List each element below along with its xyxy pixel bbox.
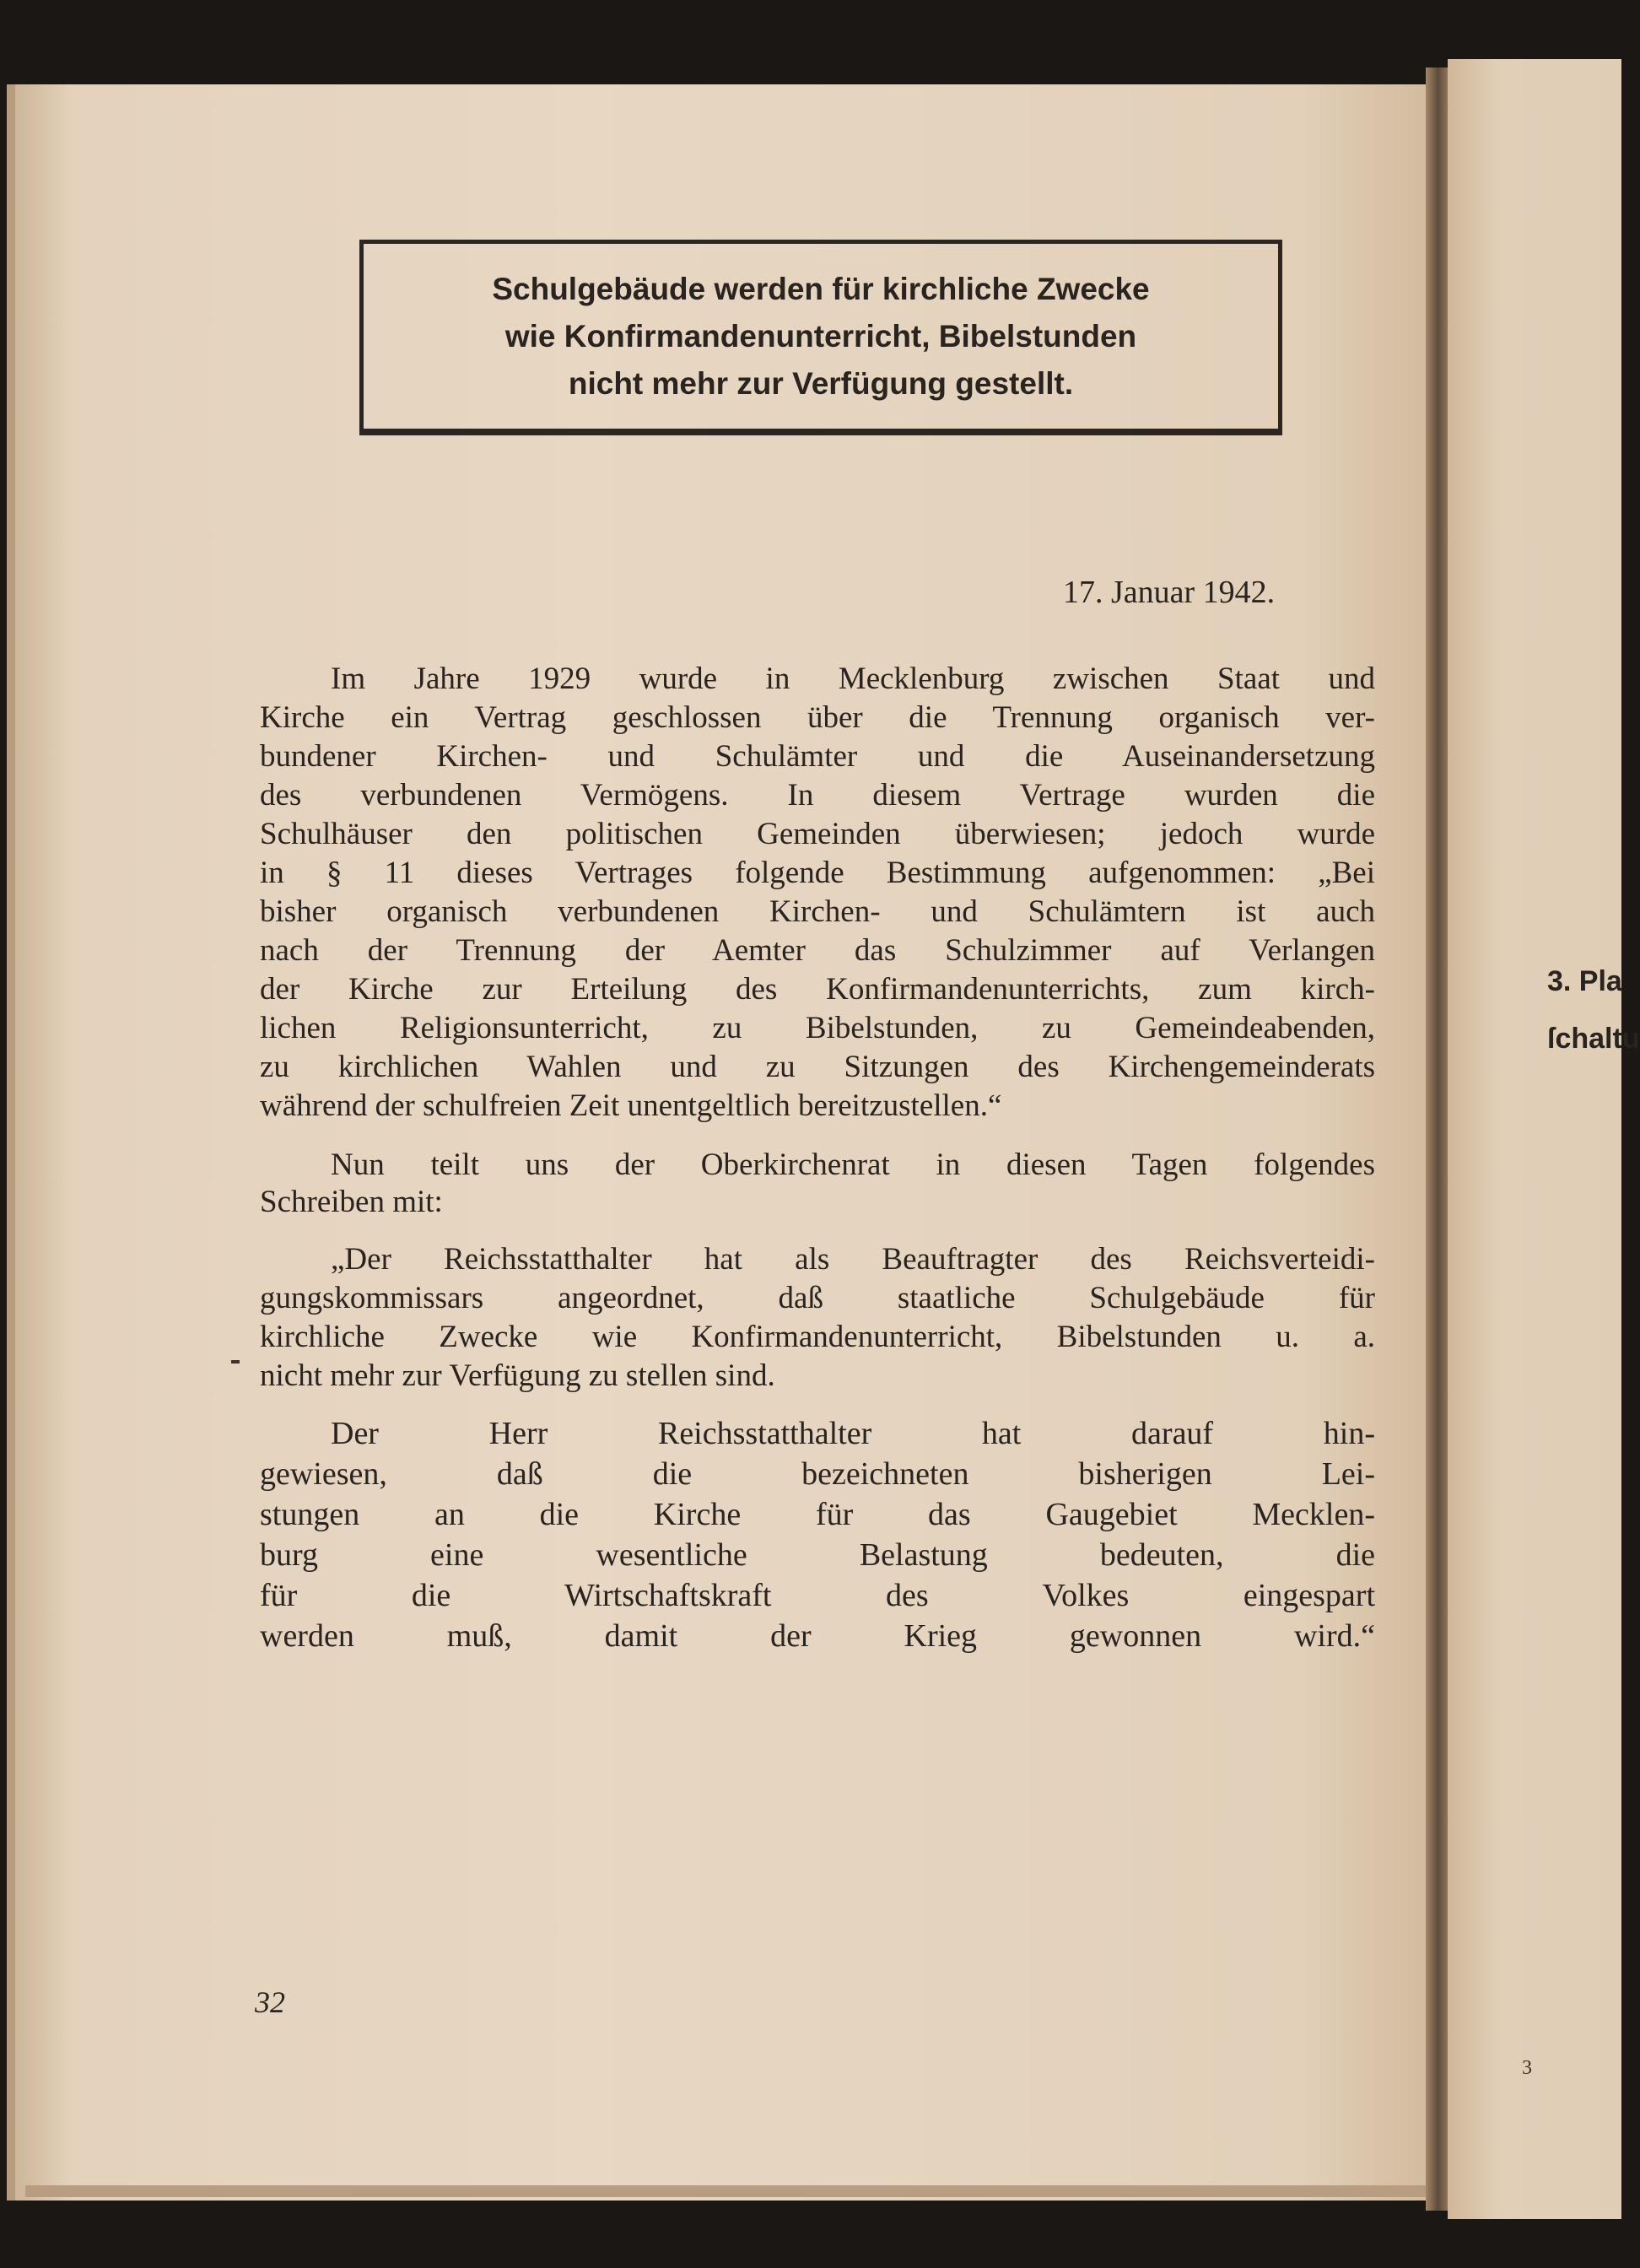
text-line: Im Jahre 1929 wurde in Mecklenburg zwischen Staat und [331,662,1375,696]
text-line: zu kirchlichen Wahlen und zu Sitzungen des Kirchengemeinderats [260,1050,1375,1084]
text-line: Nun teilt uns der Oberkirchenrat in diesen Tagen folgendes [331,1148,1375,1182]
text-line: Schulhäuser den politischen Gemeinden überwiesen; jedoch wurde [260,817,1375,851]
text-line: kirchliche Zwecke wie Konfirmandenunterricht, Bibelstunden u. a. [260,1320,1375,1354]
margin-mark [231,1360,240,1364]
text-line: gewiesen, daß die bezeichneten bisherigen Lei- [260,1456,1375,1492]
text-line: in § 11 dieses Vertrages folgende Bestimmung aufgenommen: „Bei [260,856,1375,890]
text-line: des verbundenen Vermögens. In diesem Vertrage wurden die [260,778,1375,813]
facing-page-fragment: 3. Pla [1547,965,1622,997]
text-line: „Der Reichsstatthalter hat als Beauftragter des Reichsverteidi- [331,1242,1375,1277]
text-line: stungen an die Kirche für das Gaugebiet Mecklen- [260,1497,1375,1532]
text-line: bisher organisch verbundenen Kirchen- und Schulämtern ist auch [260,894,1375,929]
text-line: bundener Kirchen- und Schulämter und die Auseinandersetzung [260,739,1375,774]
text-line: Kirche ein Vertrag geschlossen über die Trennung organisch ver- [260,700,1375,735]
text-line: während der schulfreien Zeit unentgeltlich bereitzustellen.“ [260,1088,1002,1123]
facing-page-fragment: ſchaltu [1547,1023,1640,1055]
boxed-heading [359,240,1282,435]
text-line: nicht mehr zur Verfügung zu stellen sind. [260,1358,775,1393]
page-bottom-edge [25,2185,1426,2197]
heading-line-2: wie Konfirmandenunterricht, Bibelstunden [504,318,1137,354]
text-line: Schreiben mit: [260,1185,443,1219]
text-line: burg eine wesentliche Belastung bedeuten, die [260,1537,1375,1573]
heading-line-1: Schulgebäude werden für kirchliche Zwecke [492,271,1150,306]
text-line: lichen Religionsunterricht, zu Bibelstunden, zu Gemeindeabenden, [260,1011,1375,1045]
date: 17. Januar 1942. [1063,575,1276,610]
text-line: gungskommissars angeordnet, daß staatliche Schulgebäude für [260,1281,1375,1315]
text-line: der Kirche zur Erteilung des Konfirmandenunterrichts, zum kirch- [260,972,1375,1007]
text-line: für die Wirtschaftskraft des Volkes eingespart [260,1578,1375,1613]
facing-page-number: 3 [1522,2057,1532,2079]
text-line: nach der Trennung der Aemter das Schulzimmer auf Verlangen [260,933,1375,968]
page-number: 32 [255,1985,285,2019]
heading-line-3: nicht mehr zur Verfügung gestellt. [568,365,1074,401]
text-line: werden muß, damit der Krieg gewonnen wird.“ [260,1618,1375,1654]
right-page [1448,59,1621,2219]
book-gutter [1426,68,1448,2211]
text-line: Der Herr Reichsstatthalter hat darauf hin- [331,1416,1375,1451]
